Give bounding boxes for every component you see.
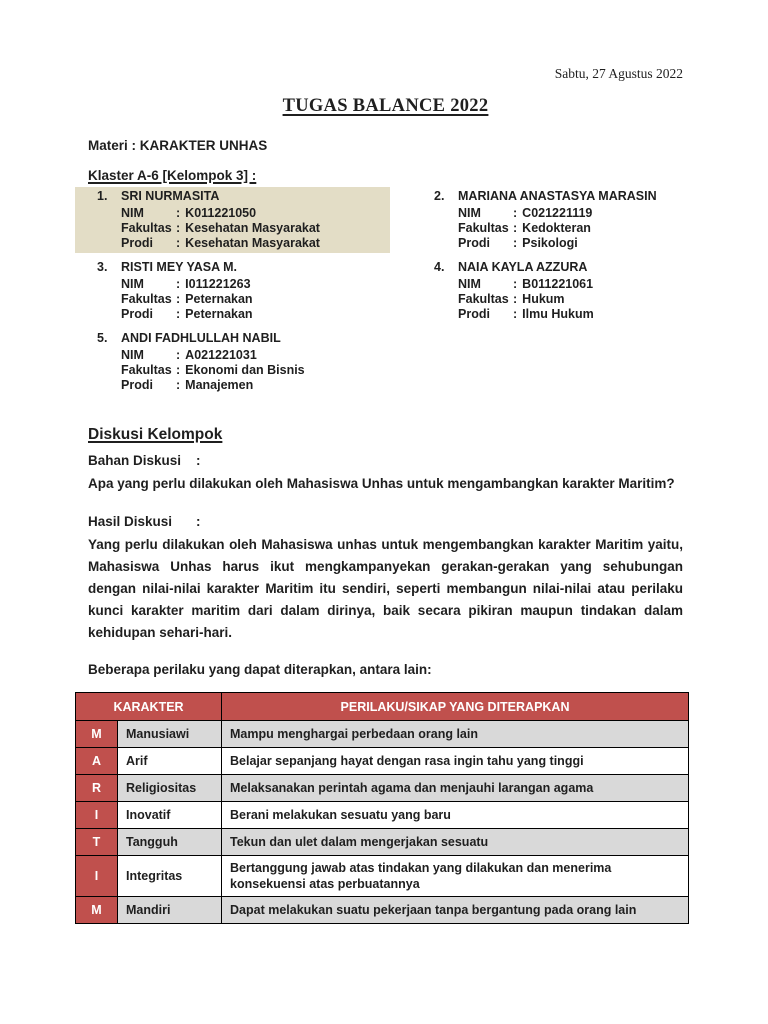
nim-label: NIM: [121, 277, 144, 291]
member-number: 1.: [97, 189, 108, 203]
bahan-diskusi-question: Apa yang perlu dilakukan oleh Mahasiswa Unhas untuk mengambangkan karakter Maritim?: [88, 476, 675, 491]
member-number: 4.: [434, 260, 445, 274]
karakter-word: Manusiawi: [118, 721, 222, 748]
member-item-2: 2. MARIANA ANASTASYA MARASIN NIM : C021221119 Fakultas : Kedokteran Prodi : Psikologi: [434, 189, 657, 250]
member-name: NAIA KAYLA AZZURA: [458, 260, 588, 274]
fakultas-label: Fakultas: [458, 292, 509, 306]
member-prodi: Ilmu Hukum: [522, 307, 594, 321]
document-date: Sabtu, 27 Agustus 2022: [554, 66, 683, 81]
karakter-desc: Belajar sepanjang hayat dengan rasa ingin tahu yang tinggi: [222, 748, 689, 775]
table-intro-line: Beberapa perilaku yang dapat diterapkan, antara lain:: [88, 662, 432, 677]
table-row: [76, 897, 689, 924]
bahan-diskusi-label: Bahan Diskusi :: [88, 453, 201, 468]
prodi-label: Prodi: [458, 236, 490, 250]
member-prodi: Peternakan: [185, 307, 253, 321]
diskusi-heading: Diskusi Kelompok: [88, 426, 223, 443]
prodi-label: Prodi: [458, 307, 490, 321]
karakter-desc: Tekun dan ulet dalam mengerjakan sesuatu: [222, 829, 689, 856]
nim-label: NIM: [458, 206, 481, 220]
member-fakultas: Ekonomi dan Bisnis: [185, 363, 305, 377]
member-nim: I011221263: [185, 277, 251, 291]
karakter-letter: M: [76, 721, 118, 748]
karakter-word: Mandiri: [118, 897, 222, 924]
header-karakter: KARAKTER: [76, 693, 222, 721]
member-fakultas: Hukum: [522, 292, 565, 306]
karakter-letter: A: [76, 748, 118, 775]
prodi-label: Prodi: [121, 236, 153, 250]
fakultas-label: Fakultas: [121, 363, 172, 377]
member-item-3: 3. RISTI MEY YASA M. NIM : I011221263 Fakultas : Peternakan Prodi : Peternakan: [97, 260, 253, 321]
member-number: 5.: [97, 331, 108, 345]
nim-label: NIM: [458, 277, 481, 291]
hasil-diskusi-text: Yang perlu dilakukan oleh Mahasiswa unhas untuk mengembangkan karakter Maritim yaitu, Mahasiswa Unhas harus ikut mengkampanyekan gerakan-gerakan yang sehubungan dengan nilai-nilai karakter Maritim itu sendiri, seperti membangun nilai-nilai atau perilaku kunci karakter maritim dari dalam dirinya, baik secara pikiran maupun tindakan dalam kehidupan sehari-hari.: [88, 537, 683, 640]
klaster-heading: Klaster A-6 [Kelompok 3] :: [88, 168, 257, 183]
table-row: [76, 829, 689, 856]
table-row: [76, 748, 689, 775]
member-number: 2.: [434, 189, 445, 203]
page-title: TUGAS BALANCE 2022: [282, 96, 489, 116]
table-row: [76, 775, 689, 802]
member-prodi: Psikologi: [522, 236, 578, 250]
karakter-word: Religiositas: [118, 775, 222, 802]
karakter-word: Tangguh: [118, 829, 222, 856]
member-list: [75, 187, 688, 395]
karakter-word: Integritas: [118, 856, 222, 897]
table-row: [76, 856, 689, 897]
karakter-word: Arif: [118, 748, 222, 775]
karakter-word: Inovatif: [118, 802, 222, 829]
member-prodi: Manajemen: [185, 378, 254, 392]
hasil-diskusi-label: Hasil Diskusi :: [88, 514, 201, 529]
prodi-label: Prodi: [121, 378, 153, 392]
karakter-letter: I: [76, 856, 118, 897]
member-nim: B011221061: [522, 277, 594, 291]
karakter-desc: Dapat melakukan suatu pekerjaan tanpa bergantung pada orang lain: [222, 897, 689, 924]
karakter-letter: R: [76, 775, 118, 802]
member-name: MARIANA ANASTASYA MARASIN: [458, 189, 657, 203]
member-item-1: 1. SRI NURMASITA NIM : K011221050 Fakultas : Kesehatan Masyarakat Prodi : Kesehatan Masyarakat: [75, 187, 390, 253]
member-item-4: 4. NAIA KAYLA AZZURA NIM : B011221061 Fakultas : Hukum Prodi : Ilmu Hukum: [434, 260, 594, 321]
fakultas-label: Fakultas: [121, 221, 172, 235]
fakultas-label: Fakultas: [121, 292, 172, 306]
member-name: ANDI FADHLULLAH NABIL: [121, 331, 281, 345]
member-number: 3.: [97, 260, 108, 274]
karakter-letter: M: [76, 897, 118, 924]
member-fakultas: Kesehatan Masyarakat: [185, 221, 320, 235]
karakter-desc: Bertanggung jawab atas tindakan yang dilakukan dan menerima konsekuensi atas perbuatannya: [222, 856, 689, 897]
member-fakultas: Peternakan: [185, 292, 253, 306]
karakter-desc: Melaksanakan perintah agama dan menjauhi larangan agama: [222, 775, 689, 802]
materi-line: Materi : KARAKTER UNHAS: [88, 138, 268, 153]
member-name: SRI NURMASITA: [121, 189, 220, 203]
member-fakultas: Kedokteran: [522, 221, 591, 235]
member-prodi: Kesehatan Masyarakat: [185, 236, 320, 250]
member-item-5: 5. ANDI FADHLULLAH NABIL NIM : A021221031 Fakultas : Ekonomi dan Bisnis Prodi : Manajemen: [97, 331, 305, 392]
member-name: RISTI MEY YASA M.: [121, 260, 238, 274]
nim-label: NIM: [121, 348, 144, 362]
karakter-desc: Mampu menghargai perbedaan orang lain: [222, 721, 689, 748]
karakter-letter: I: [76, 802, 118, 829]
member-nim: C021221119: [522, 206, 593, 220]
karakter-letter: T: [76, 829, 118, 856]
header-perilaku: PERILAKU/SIKAP YANG DITERAPKAN: [222, 693, 689, 721]
fakultas-label: Fakultas: [458, 221, 509, 235]
karakter-table: [75, 692, 689, 924]
table-row: [76, 721, 689, 748]
member-nim: A021221031: [185, 348, 257, 362]
nim-label: NIM: [121, 206, 144, 220]
prodi-label: Prodi: [121, 307, 153, 321]
karakter-desc: Berani melakukan sesuatu yang baru: [222, 802, 689, 829]
member-nim: K011221050: [185, 206, 257, 220]
table-row: [76, 802, 689, 829]
table-header-row: [76, 693, 689, 721]
